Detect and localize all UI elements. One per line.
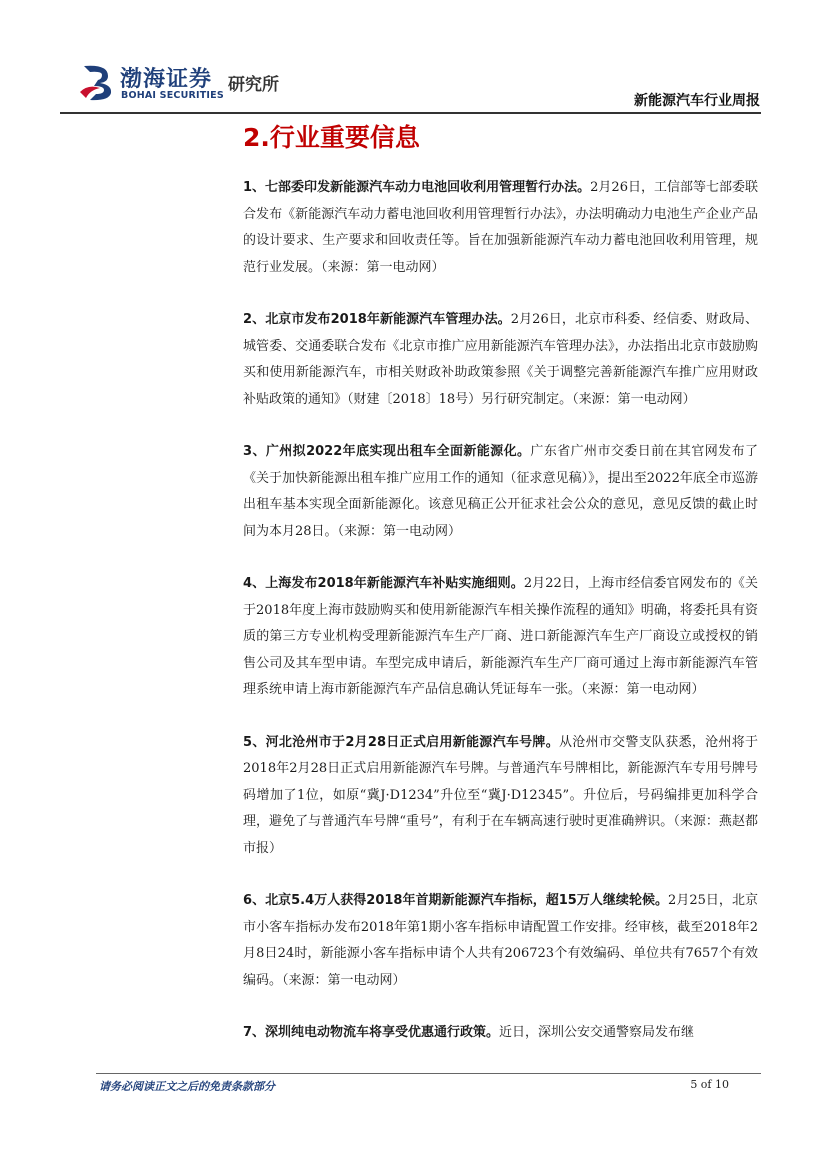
footer-divider [96, 1073, 761, 1074]
news-item [243, 888, 758, 994]
section-title: 2.行业重要信息 [243, 123, 420, 152]
news-item [243, 1020, 758, 1047]
news-item-body: 2月22日，上海市经信委官网发布的《关于2018年度上海市鼓励购买和使用新能源汽车相关操作流程的通知》明确，将委托具有资质的第三方专业机构受理新能源汽车生产厂商、进口新能源汽车生产厂商设立或授权的销售公司及其车型申请。车型完成申请后，新能源汽车生产厂商可通过上海市新能源汽车管理系统申请上海市新能源汽车产品信息确认凭证每车一张。（来源：第一电动网） [243, 576, 758, 697]
news-item-title: 7、深圳纯电动物流车将享受优惠通行政策。 [243, 1025, 500, 1040]
logo-department: 研究所 [228, 75, 279, 95]
bohai-logo-icon [78, 62, 116, 102]
news-item [243, 571, 758, 704]
news-item-title: 5、河北沧州市于2月28日正式启用新能源汽车号牌。 [243, 734, 560, 750]
news-item-title: 6、北京5.4万人获得2018年首期新能源汽车指标，超15万人继续轮候。 [243, 893, 669, 908]
news-item-body: 广东省广州市交委日前在其官网发布了《关于加快新能源出租车推广应用工作的通知（征求意见稿）》，提出至2022年底全市巡游出租车基本实现全面新能源化。该意见稿正公开征求社会公众的意见，意见反馈的截止时间为本月28日。（来源：第一电动网） [243, 444, 758, 539]
news-item-body: 2月26日，北京市科委、经信委、财政局、城管委、交通委联合发布《北京市推广应用新能源汽车管理办法》，办法指出北京市鼓励购买和使用新能源汽车，市相关财政补助政策参照《关于调整完善新能源汽车推广应用财政补贴政策的通知》（财建〔2018〕18号）另行研究制定。（来源：第一电动网） [243, 312, 758, 407]
footer-disclaimer: 请务必阅读正文之后的免责条款部分 [99, 1080, 275, 1093]
news-item-title: 2、北京市发布2018年新能源汽车管理办法。 [243, 312, 511, 327]
header-divider [60, 112, 761, 114]
news-item [243, 730, 758, 863]
news-item-body: 近日，深圳公安交通警察局发布继 [499, 1025, 695, 1040]
news-item-body: 2月26日，工信部等七部委联合发布《新能源汽车动力蓄电池回收利用管理暂行办法》，办法明确动力电池生产企业产品的设计要求、生产要求和回收责任等。旨在加强新能源汽车动力蓄电池回收利用管理，规范行业发展。（来源：第一电动网） [243, 180, 758, 275]
logo-english-name: BOHAI SECURITIES [121, 90, 224, 101]
news-item-body: 2月25日，北京市小客车指标办发布2018年第1期小客车指标申请配置工作安排。经审核，截至2018年2月8日24时，新能源小客车指标申请个人共有206723个有效编码、单位共有7657个有效编码。（来源：第一电动网） [243, 893, 758, 988]
news-item-body: 从沧州市交警支队获悉，沧州将于2018年2月28日正式启用新能源汽车号牌。与普通汽车号牌相比，新能源汽车专用号牌号码增加了1位，如原“冀J·D1234”升位至“冀J·D12345”。升位后，号码编排更加科学合理，避免了与普通汽车号牌“重号”，有利于在车辆高速行驶时更准确辨识。（来源：燕赵都市报） [243, 734, 758, 856]
news-item-title: 4、上海发布2018年新能源汽车补贴实施细则。 [243, 576, 524, 591]
page-number: 5 of 10 [690, 1078, 729, 1091]
news-item [243, 439, 758, 545]
news-item-title: 1、七部委印发新能源汽车动力电池回收利用管理暂行办法。 [243, 180, 591, 195]
news-item [243, 175, 758, 281]
news-item [243, 307, 758, 413]
logo-chinese-name: 渤海证券 [120, 67, 213, 92]
report-title: 新能源汽车行业周报 [634, 93, 760, 109]
news-item-title: 3、广州拟2022年底实现出租车全面新能源化。 [243, 444, 531, 459]
company-logo [78, 62, 308, 106]
news-list [243, 175, 758, 1073]
